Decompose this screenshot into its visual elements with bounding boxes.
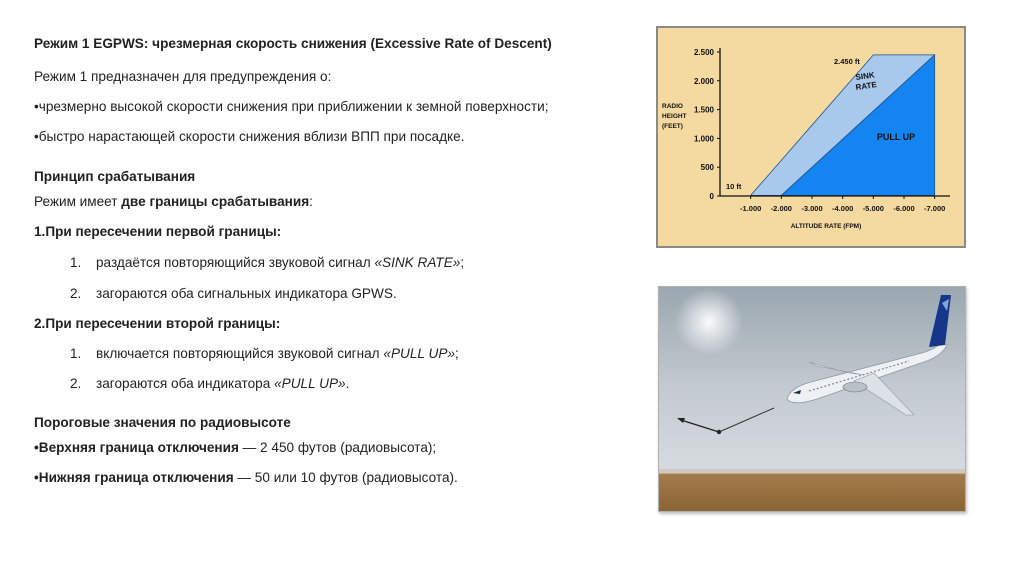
upper-bold: •Верхняя граница отключения bbox=[34, 440, 239, 455]
heading: Режим 1 EGPWS: чрезмерная скорость снижения (Excessive Rate of Descent) bbox=[34, 36, 552, 51]
airplane-scene bbox=[659, 287, 965, 511]
y-axis-label-3: (FEET) bbox=[662, 123, 683, 130]
x-tick-label: -2.000 bbox=[770, 204, 792, 213]
bullet-2: •быстро нарастающей скорости снижения вблизи ВПП при посадке. bbox=[34, 129, 465, 144]
lower-bold: •Нижняя граница отключения bbox=[34, 470, 234, 485]
ground bbox=[659, 473, 965, 511]
lower-rest: — 50 или 10 футов (радиовысота). bbox=[233, 470, 458, 485]
second-list-item bbox=[70, 346, 459, 362]
first-list-item bbox=[70, 255, 464, 271]
x-tick-label: -3.000 bbox=[801, 204, 823, 213]
x-axis-ticks bbox=[740, 196, 945, 213]
list-number: 2. bbox=[70, 376, 82, 391]
list-post: ; bbox=[460, 255, 465, 270]
y-tick-label: 1.000 bbox=[693, 134, 714, 144]
boundaries-bold: две границы срабатывания bbox=[121, 194, 310, 209]
first-boundary-title: 1.При пересечении первой границы: bbox=[34, 224, 282, 239]
list-post: ; bbox=[454, 346, 459, 361]
thresholds-title: Пороговые значения по радиовысоте bbox=[34, 415, 291, 430]
horizon-haze bbox=[659, 469, 965, 474]
chart-areas bbox=[751, 55, 935, 196]
list-italic: «PULL UP» bbox=[274, 376, 346, 391]
list-post: . bbox=[345, 376, 350, 391]
list-text: включается повторяющийся звуковой сигнал bbox=[96, 346, 384, 361]
y-axis-label-2: HEIGHT bbox=[662, 113, 687, 120]
annotation-bottom: 10 ft bbox=[726, 182, 742, 191]
x-tick-label: -1.000 bbox=[740, 204, 762, 213]
list-text: загораются оба индикатора bbox=[96, 376, 275, 391]
bullet-1: •чрезмерно высокой скорости снижения при приближении к земной поверхности; bbox=[34, 99, 549, 114]
y-tick-label: 1.500 bbox=[693, 105, 714, 115]
airplane-descent-photo bbox=[658, 286, 966, 512]
x-axis-label: ALTITUDE RATE (FPM) bbox=[790, 223, 862, 230]
y-tick-label: 0 bbox=[709, 192, 714, 201]
x-tick-label: -5.000 bbox=[862, 204, 884, 213]
list-italic: «PULL UP» bbox=[383, 346, 455, 361]
list-italic: «SINK RATE» bbox=[374, 255, 461, 270]
list-text: раздаётся повторяющийся звуковой сигнал bbox=[96, 255, 375, 270]
x-tick-label: -6.000 bbox=[893, 204, 915, 213]
x-tick-label: -4.000 bbox=[832, 204, 854, 213]
list-number: 1. bbox=[70, 255, 82, 270]
principle-title: Принцип срабатывания bbox=[34, 169, 196, 184]
x-tick-label: -7.000 bbox=[924, 204, 946, 213]
y-axis-label-1: RADIO bbox=[662, 103, 683, 110]
first-list-item bbox=[70, 286, 397, 302]
annotation-top: 2.450 ft bbox=[834, 57, 860, 66]
sun bbox=[675, 288, 743, 356]
second-boundary-title: 2.При пересечении второй границы: bbox=[34, 316, 281, 331]
y-tick-label: 500 bbox=[700, 163, 714, 173]
sink-rate-label-1: SINK bbox=[855, 70, 876, 82]
boundaries-text bbox=[34, 194, 313, 210]
engine bbox=[843, 382, 867, 392]
boundaries-post: : bbox=[309, 194, 313, 209]
boundaries-pre: Режим имеет bbox=[34, 194, 122, 209]
list-number: 2. bbox=[70, 286, 82, 301]
lower-threshold bbox=[34, 470, 458, 486]
y-tick-label: 2.000 bbox=[693, 76, 714, 86]
chart-svg bbox=[658, 28, 964, 246]
upper-threshold bbox=[34, 440, 436, 456]
second-list-item bbox=[70, 376, 349, 392]
flight-path-point bbox=[717, 430, 721, 434]
y-axis-ticks bbox=[694, 48, 720, 201]
list-number: 1. bbox=[70, 346, 82, 361]
egpws-mode1-chart bbox=[656, 26, 966, 248]
pull-up-label: PULL UP bbox=[876, 132, 916, 142]
upper-rest: — 2 450 футов (радиовысота); bbox=[238, 440, 437, 455]
y-tick-label: 2.500 bbox=[693, 48, 714, 57]
list-text: загораются оба сигнальных индикатора GPWS. bbox=[96, 286, 397, 301]
sink-rate-label-2: RATE bbox=[855, 80, 878, 92]
intro-text: Режим 1 предназначен для предупреждения о: bbox=[34, 69, 332, 84]
